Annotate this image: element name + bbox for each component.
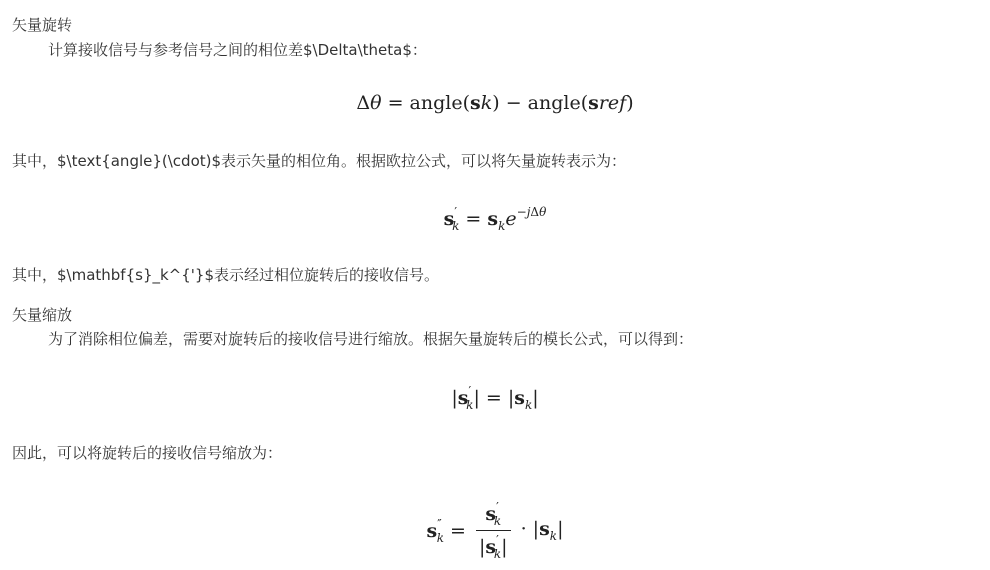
scaling-heading: 矢量缩放 [12, 306, 73, 324]
rotation-intro: 计算接收信号与参考信号之间的相位差$\Delta\theta$： [48, 41, 427, 59]
rotated-signal-note: 其中，$\mathbf{s}_k^{'}$表示经过相位旋转后的接收信号。 [12, 266, 440, 284]
equation-magnitude: $|s'_k| = |s_k|$ [451, 384, 539, 412]
scaling-note: 因此，可以将旋转后的接收信号缩放为： [12, 444, 283, 462]
angle-note: 其中，$\text{angle}(\cdot)$表示矢量的相位角。根据欧拉公式，可以将矢量旋转表示为： [12, 152, 627, 170]
scaling-fraction: $\frac{s'_k}{|s'_k|}$ [476, 500, 511, 561]
equation-phase-difference: Δθ = angle(sk) − angle(sref) [356, 92, 634, 114]
equation-rotation: $s'_k = s_ke^{-j\Delta\theta}$ [443, 205, 547, 233]
rotation-heading: 矢量旋转 [12, 16, 73, 34]
scaling-intro: 为了消除相位偏差，需要对旋转后的接收信号进行缩放。根据矢量旋转后的模长公式，可以得到： [48, 330, 694, 348]
equation-scaling: $s''_k$ = $\frac{s'_k}{|s'_k|}$ · $|s_k|$ [426, 500, 564, 561]
